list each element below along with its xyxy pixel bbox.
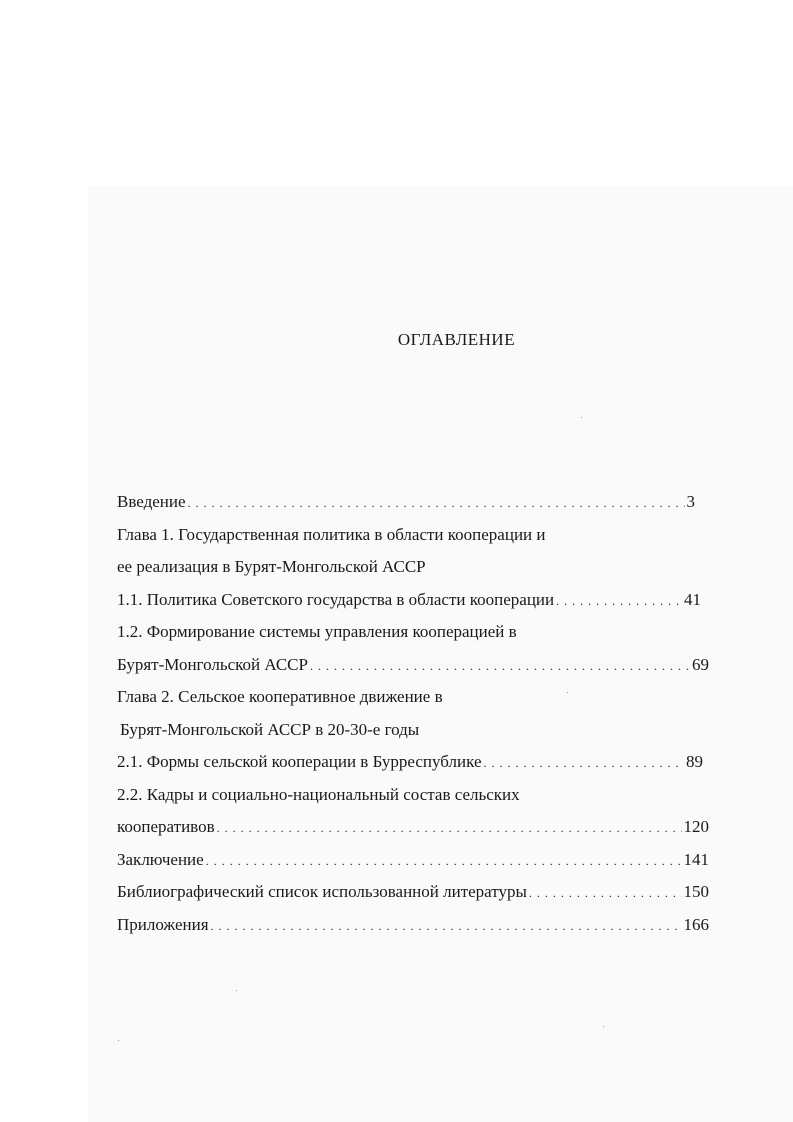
leader-dots — [206, 844, 682, 878]
scan-speck — [118, 1040, 119, 1041]
toc-entry-2-1[interactable] — [117, 746, 703, 779]
toc-entry-intro[interactable] — [117, 486, 695, 519]
leader-dots — [211, 909, 682, 943]
toc-chapter-1-heading-cont[interactable]: ее реализация в Бурят-Монгольской АССР — [117, 557, 426, 576]
toc-entry-2-2-heading[interactable]: 2.2. Кадры и социально-национальный состав сельских — [117, 784, 520, 804]
toc-entry-label: кооперативов — [117, 817, 215, 836]
toc-entry-appendix[interactable] — [117, 909, 709, 942]
leader-dots — [217, 811, 682, 845]
toc-page-number: 141 — [683, 849, 709, 869]
leader-dots — [188, 486, 685, 520]
toc-entry-label: Бурят-Монгольской АССР — [117, 654, 308, 674]
toc-entry-label: Заключение — [117, 849, 204, 869]
leader-dots — [310, 649, 690, 683]
toc-page-number: 166 — [683, 914, 709, 934]
table-of-contents — [117, 486, 717, 941]
toc-page-number: 89 — [686, 752, 703, 771]
leader-dots — [556, 584, 682, 618]
toc-chapter-1-heading[interactable]: Глава 1. Государственная политика в области кооперации и — [117, 524, 546, 544]
toc-entry-label: Приложения — [117, 914, 209, 934]
toc-entry-1-1[interactable] — [117, 584, 701, 617]
scan-speck — [581, 417, 582, 418]
toc-entry-2-2[interactable] — [117, 811, 709, 844]
toc-page-number: 3 — [686, 492, 695, 511]
toc-page-number: 69 — [692, 654, 709, 674]
toc-entry-label: Библиографический список использованной литературы — [117, 882, 527, 901]
leader-dots — [484, 746, 685, 780]
page-title: ОГЛАВЛЕНИЕ — [397, 330, 516, 349]
leader-dots — [529, 876, 682, 910]
toc-entry-1-2-heading[interactable]: 1.2. Формирование системы управления кооперацией в — [117, 622, 517, 641]
scan-speck — [567, 692, 568, 693]
scan-speck — [236, 990, 237, 991]
toc-chapter-2-heading-cont[interactable]: Бурят-Монгольской АССР в 20-30-е годы — [120, 719, 420, 739]
toc-page-number: 41 — [684, 589, 701, 609]
toc-entry-label: Введение — [117, 492, 186, 511]
toc-entry-label: 1.1. Политика Советского государства в области кооперации — [117, 589, 555, 609]
toc-chapter-2-heading[interactable]: Глава 2. Сельское кооперативное движение в — [117, 687, 443, 706]
scan-speck — [603, 1026, 604, 1027]
toc-entry-conclusion[interactable] — [117, 844, 709, 877]
toc-page-number: 120 — [683, 817, 709, 836]
toc-entry-1-2[interactable] — [117, 649, 709, 682]
toc-page-number: 150 — [683, 882, 709, 901]
toc-entry-label: 2.1. Формы сельской кооперации в Бурреспублике — [117, 752, 482, 771]
toc-entry-bibliography[interactable] — [117, 876, 709, 909]
